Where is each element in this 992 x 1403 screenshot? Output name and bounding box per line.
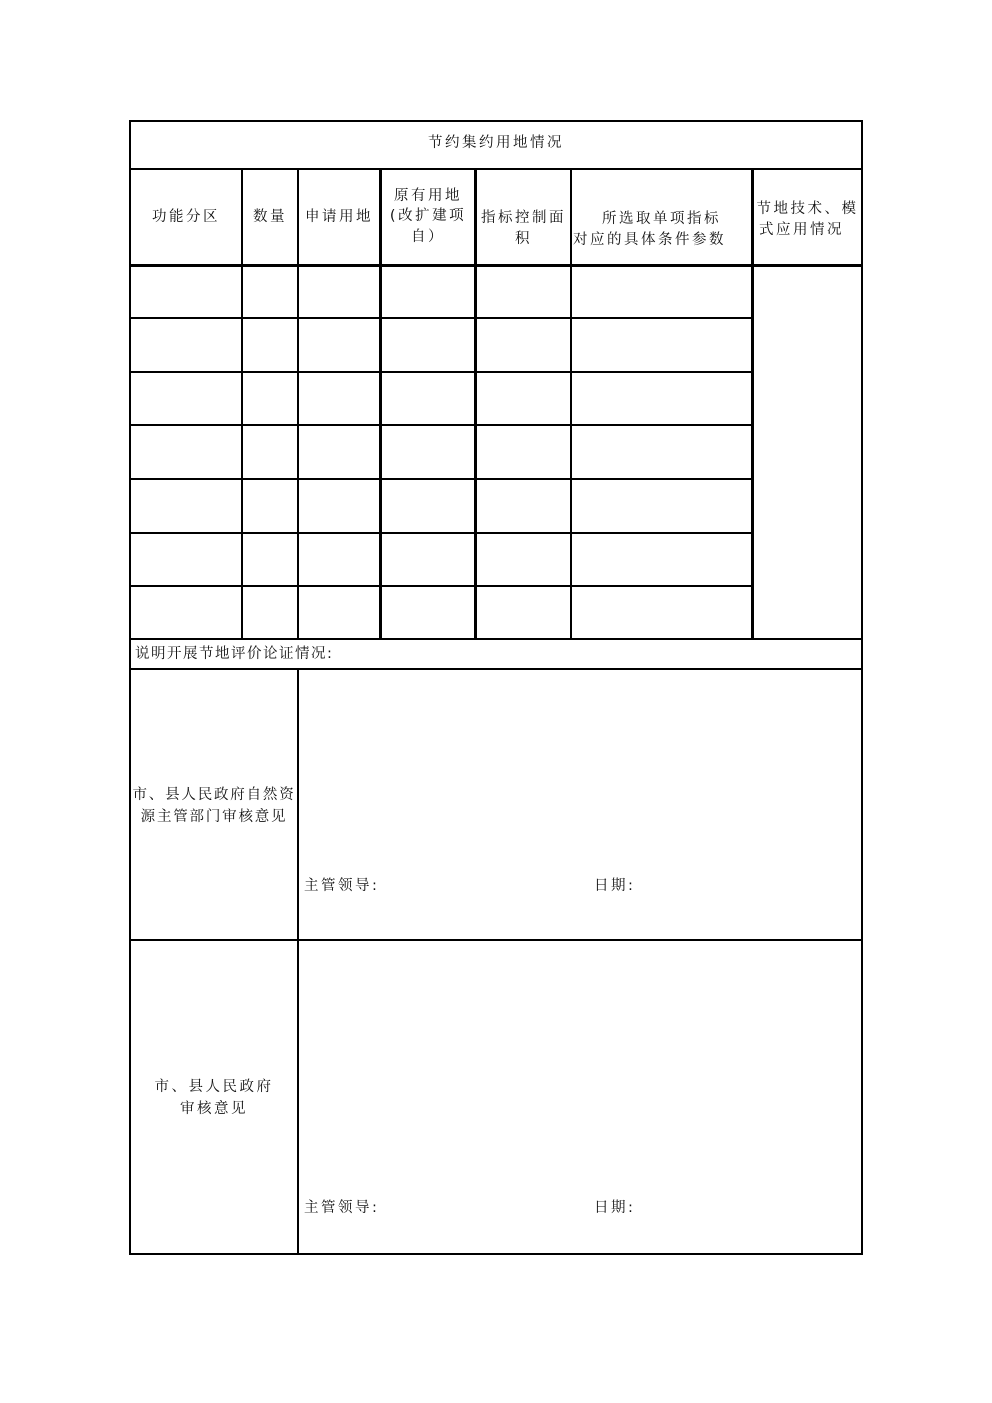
cell-zone[interactable] [131, 480, 241, 532]
resource-dept-date-label: 日期: [594, 878, 636, 894]
table-title: 节约集约用地情况 [428, 135, 564, 151]
table-border-bottom [129, 1253, 863, 1255]
government-leader-label: 主管领导: [304, 1200, 380, 1216]
cell-applied-land[interactable] [299, 587, 380, 636]
cell-applied-land[interactable] [299, 534, 380, 585]
resource-dept-label-line1: 市、县人民政府自然资 [132, 787, 296, 803]
cell-applied-land[interactable] [299, 426, 380, 478]
cell-technology[interactable] [754, 267, 861, 638]
government-opinion-area[interactable] [299, 941, 861, 1191]
header-control-area-line1: 指标控制面 [481, 210, 566, 226]
header-applied-land: 申请用地 [305, 209, 373, 225]
cell-original-land[interactable] [382, 319, 475, 371]
cell-zone[interactable] [131, 319, 241, 371]
cell-control-area[interactable] [477, 319, 570, 371]
cell-parameters[interactable] [572, 587, 749, 636]
header-zone: 功能分区 [152, 209, 220, 225]
cell-quantity[interactable] [243, 319, 297, 371]
cell-control-area[interactable] [477, 267, 570, 317]
cell-zone[interactable] [131, 267, 241, 317]
government-label-line1: 市、县人民政府 [154, 1079, 274, 1095]
cell-original-land[interactable] [382, 267, 475, 317]
cell-parameters[interactable] [572, 480, 749, 532]
cell-quantity[interactable] [243, 267, 297, 317]
table-border-right [861, 120, 863, 1255]
table-border-top [129, 120, 863, 122]
cell-zone[interactable] [131, 587, 241, 636]
resource-dept-label-line2: 源主管部门审核意见 [140, 809, 288, 825]
cell-quantity[interactable] [243, 587, 297, 636]
cell-quantity[interactable] [243, 373, 297, 424]
cell-parameters[interactable] [572, 267, 749, 317]
cell-parameters[interactable] [572, 534, 749, 585]
header-original-land-line2: (改扩建项 [389, 208, 467, 224]
cell-quantity[interactable] [243, 534, 297, 585]
cell-applied-land[interactable] [299, 319, 380, 371]
cell-applied-land[interactable] [299, 373, 380, 424]
header-technology-line2: 式应用情况 [759, 222, 844, 238]
government-date-label: 日期: [594, 1200, 636, 1216]
evaluation-label: 说明开展节地评价论证情况: [135, 646, 334, 662]
cell-control-area[interactable] [477, 587, 570, 636]
cell-parameters[interactable] [572, 373, 749, 424]
resource-dept-opinion-area[interactable] [299, 670, 861, 870]
header-parameters-line1: 所选取单项指标 [602, 211, 721, 227]
cell-control-area[interactable] [477, 373, 570, 424]
cell-applied-land[interactable] [299, 267, 380, 317]
cell-parameters[interactable] [572, 426, 749, 478]
cell-zone[interactable] [131, 373, 241, 424]
header-quantity: 数量 [253, 209, 287, 225]
resource-dept-leader-label: 主管领导: [304, 878, 380, 894]
cell-control-area[interactable] [477, 480, 570, 532]
cell-original-land[interactable] [382, 480, 475, 532]
government-label-line2: 审核意见 [180, 1101, 248, 1117]
cell-original-land[interactable] [382, 534, 475, 585]
cell-quantity[interactable] [243, 480, 297, 532]
cell-original-land[interactable] [382, 426, 475, 478]
cell-zone[interactable] [131, 426, 241, 478]
header-original-land-line3: 自） [411, 229, 445, 245]
cell-original-land[interactable] [382, 587, 475, 636]
cell-parameters[interactable] [572, 319, 749, 371]
cell-control-area[interactable] [477, 534, 570, 585]
cell-applied-land[interactable] [299, 480, 380, 532]
header-technology-line1: 节地技术、模 [756, 201, 859, 217]
header-control-area-line2: 积 [515, 231, 532, 247]
cell-zone[interactable] [131, 534, 241, 585]
header-parameters-line2: 对应的具体条件参数 [573, 232, 726, 248]
cell-quantity[interactable] [243, 426, 297, 478]
cell-original-land[interactable] [382, 373, 475, 424]
header-original-land-line1: 原有用地 [394, 188, 462, 204]
cell-control-area[interactable] [477, 426, 570, 478]
